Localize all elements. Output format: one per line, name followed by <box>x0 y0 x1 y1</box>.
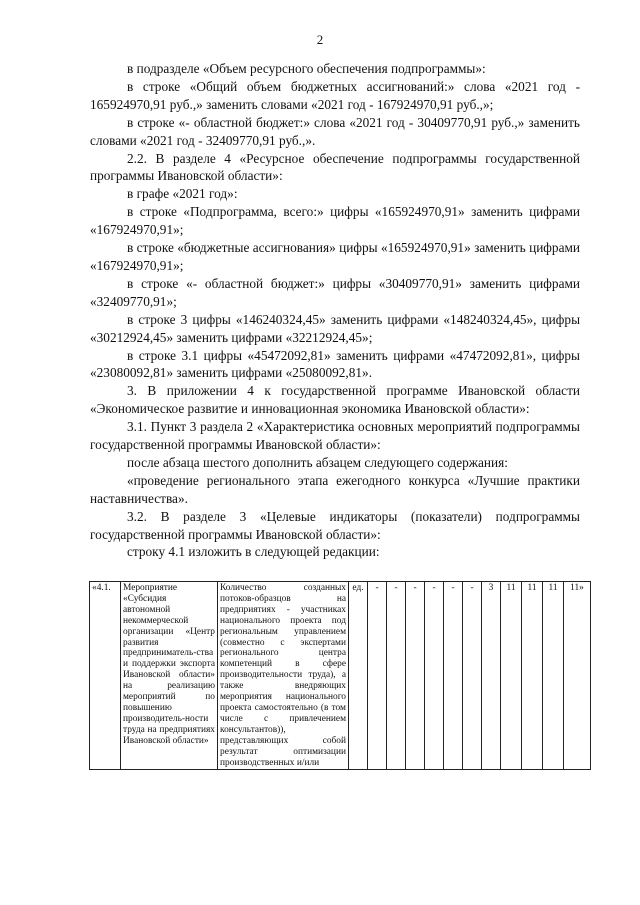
paragraph: после абзаца шестого дополнить абзацем следующего содержания: <box>127 454 508 470</box>
value-cell: 11 <box>543 582 564 770</box>
value-cell: 11» <box>564 582 591 770</box>
value-cell: - <box>368 582 387 770</box>
value-cell: - <box>406 582 425 770</box>
value-cell: 11 <box>522 582 543 770</box>
paragraph: в строке «- областной бюджет:» слова «2021 год - 30409770,91 руб.,» заменить словами «2021 год - 32409770,91 руб.,». <box>90 114 580 148</box>
indicator-table <box>89 581 591 770</box>
paragraph: 3.2. В разделе 3 «Целевые индикаторы (показатели) подпрограммы государственной программы Ивановской области»: <box>90 508 580 542</box>
page-number: 2 <box>316 32 324 47</box>
paragraph: 3.1. Пункт 3 раздела 2 «Характеристика основных мероприятий подпрограммы государственной программы Ивановской области»: <box>90 419 580 453</box>
paragraph: в строке 3 цифры «146240324,45» заменить цифрами «148240324,45», цифры «30212924,45» заменить цифрами «32212924,45»; <box>90 311 580 345</box>
value-cell: - <box>425 582 444 770</box>
value-cell: 11 <box>501 582 522 770</box>
paragraph: 3. В приложении 4 к государственной программе Ивановской области «Экономическое развитие и инновационная экономика Ивановской области»: <box>90 383 580 417</box>
table-row <box>90 582 591 770</box>
paragraph: в подразделе «Объем ресурсного обеспечения подпрограммы»: <box>127 61 486 76</box>
paragraph: в графе «2021 год»: <box>127 186 238 202</box>
value-cell: - <box>463 582 482 770</box>
paragraph: в строке 3.1 цифры «45472092,81» заменить цифрами «47472092,81», цифры «23080092,81» заменить цифрами «25080092,81». <box>90 347 580 381</box>
row-number: «4.1. <box>90 582 121 770</box>
paragraph: в строке «- областной бюджет:» цифры «30409770,91» заменить цифрами «32409770,91»; <box>90 275 580 309</box>
indicator-name: Количество созданных потоков-образцов на предприятиях - участниках национального проекта под региональным управлением (совместно с экспертами регионального центра компетенций в сфере производительности труда), а также внедряющих мероприятия национального проекта самостоятельно (в том числе с привлечением консультантов)), представляющих собой результат оптимизации производственных и/или <box>218 582 349 770</box>
document-body <box>90 60 580 561</box>
measure-name: Мероприятие «Субсидия автономной некоммерческой организации «Центр развития предприниматель-ства и поддержки экспорта Ивановской области» на реализацию мероприятий по повышению производитель-ности труда на предприятиях Ивановской области» <box>121 582 218 770</box>
paragraph: 2.2. В разделе 4 «Ресурсное обеспечение подпрограммы государственной программы Ивановской области»: <box>90 150 580 184</box>
value-cell: 3 <box>482 582 501 770</box>
paragraph: в строке «Подпрограмма, всего:» цифры «165924970,91» заменить цифрами «167924970,91»; <box>90 204 580 238</box>
value-cell: - <box>444 582 463 770</box>
paragraph: в строке «Общий объем бюджетных ассигнований:» слова «2021 год - 165924970,91 руб.,» заменить словами «2021 год - 167924970,91 руб.,»; <box>90 78 580 112</box>
paragraph: строку 4.1 изложить в следующей редакции: <box>127 544 380 560</box>
unit-cell: ед. <box>349 582 368 770</box>
paragraph: в строке «бюджетные ассигнования» цифры «165924970,91» заменить цифрами «167924970,91»; <box>90 240 580 273</box>
paragraph: «проведение регионального этапа ежегодного конкурса «Лучшие практики наставничества». <box>90 472 580 506</box>
value-cell: - <box>387 582 406 770</box>
